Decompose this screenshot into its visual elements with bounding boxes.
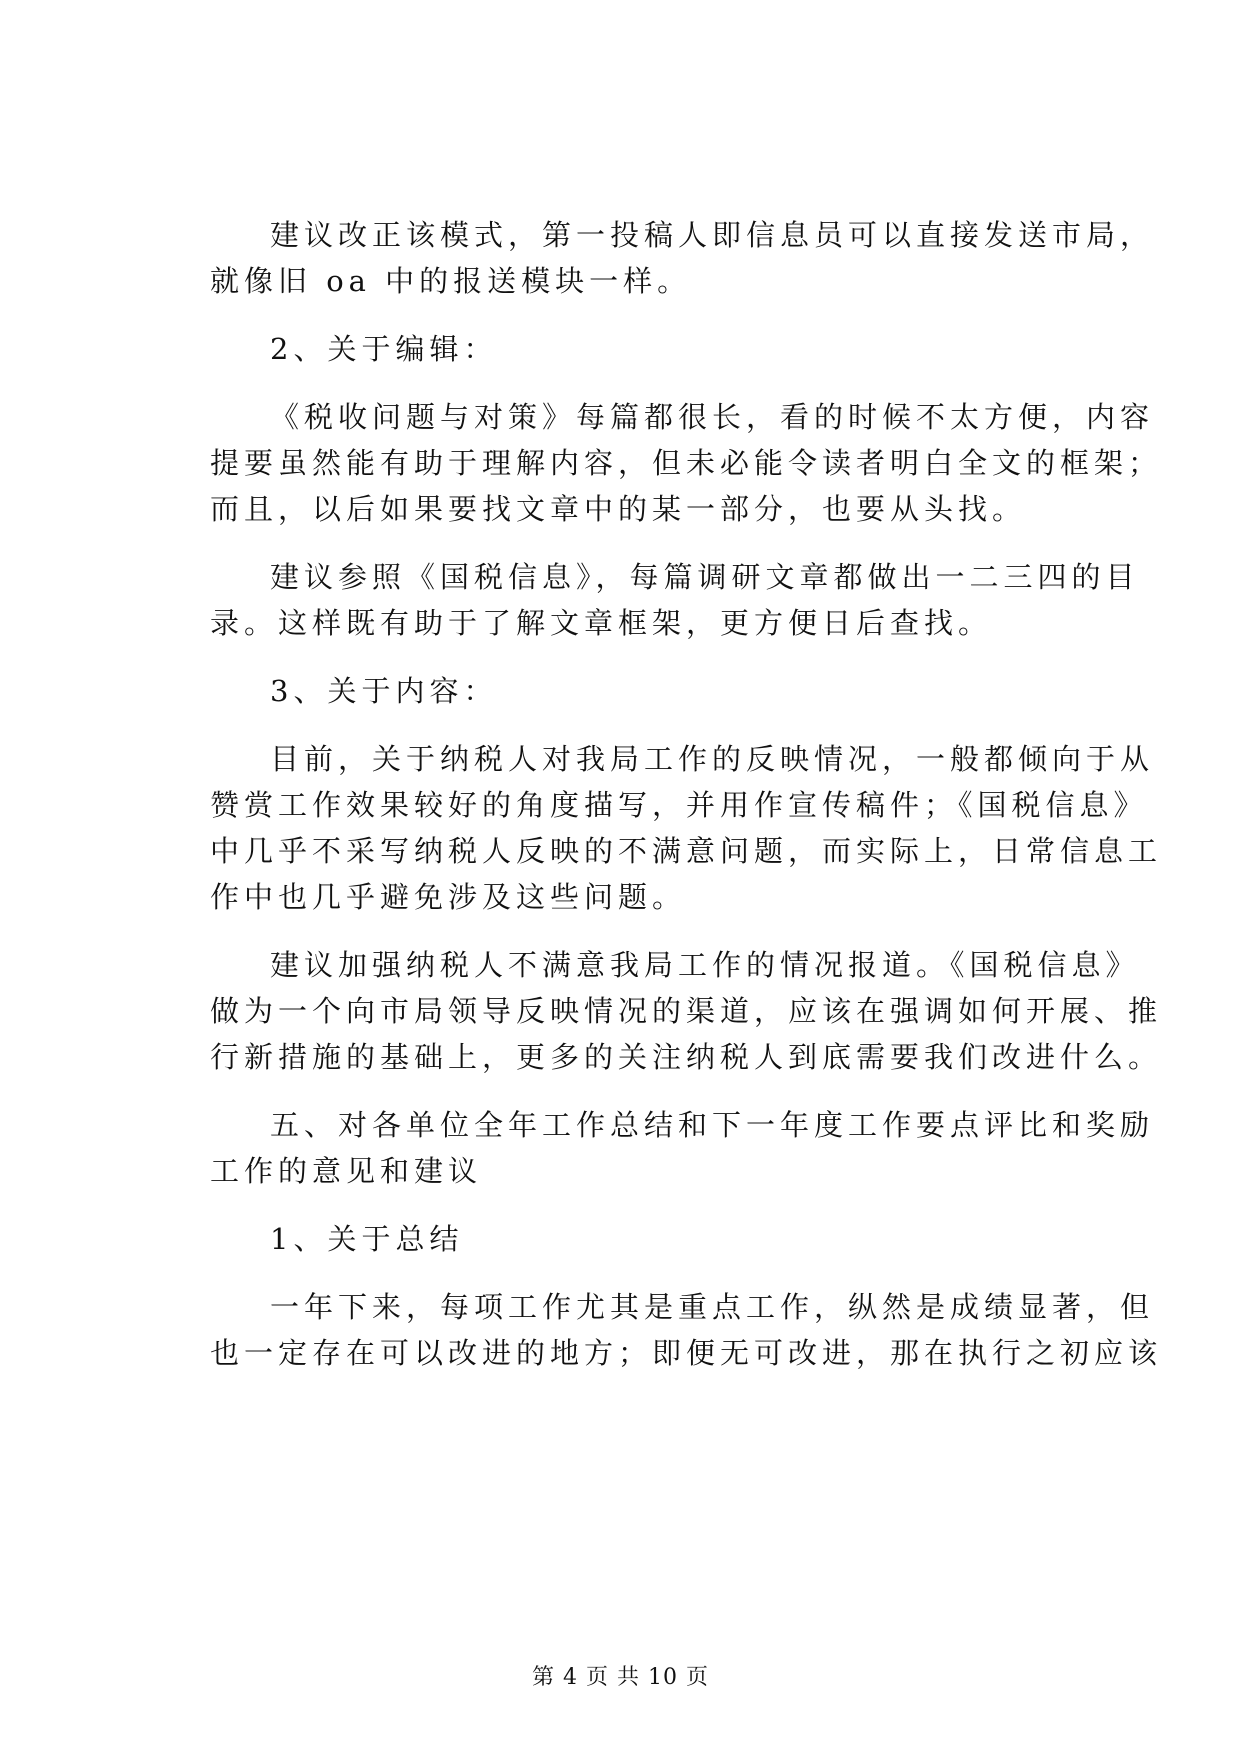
text-line: 一年下来，每项工作尤其是重点工作，纵然是成绩显著，但	[270, 1290, 1155, 1324]
paragraph-9-heading	[150, 1216, 1100, 1262]
text-line: 工作的意见和建议	[210, 1154, 483, 1188]
text-line: 建议加强纳税人不满意我局工作的情况报道。《国税信息》	[270, 948, 1140, 982]
paragraph-2-heading	[150, 326, 1100, 372]
text-line: 建议参照《国税信息》，每篇调研文章都做出一二三四的目	[270, 560, 1140, 594]
paragraph-5-heading	[150, 668, 1100, 714]
text-line: 提要虽然能有助于理解内容，但未必能令读者明白全文的框架；	[210, 446, 1163, 480]
document-body	[150, 212, 1163, 1376]
text-line: 赞赏工作效果较好的角度描写，并用作宣传稿件；《国税信息》	[210, 788, 1148, 822]
text-line: 目前，关于纳税人对我局工作的反映情况，一般都倾向于从	[270, 742, 1155, 776]
text-line: 中几乎不采写纳税人反映的不满意问题，而实际上，日常信息工	[210, 834, 1163, 868]
text-line: 《税收问题与对策》每篇都很长，看的时候不太方便，内容	[270, 400, 1155, 434]
page-number: 第 4 页 共 10 页	[532, 1665, 709, 1690]
text-line: 作中也几乎避免涉及这些问题。	[210, 880, 687, 914]
text-line: 2、关于编辑：	[270, 332, 498, 366]
text-line: 录。这样既有助于了解文章框架，更方便日后查找。	[210, 606, 993, 640]
text-line: 五、对各单位全年工作总结和下一年度工作要点评比和奖励	[270, 1108, 1155, 1142]
text-line: 而且，以后如果要找文章中的某一部分，也要从头找。	[210, 492, 1027, 526]
paragraph-10	[150, 1284, 1163, 1376]
paragraph-7	[150, 942, 1163, 1080]
page-footer	[0, 1663, 1241, 1693]
paragraph-4	[150, 554, 1140, 646]
text-line: 3、关于内容：	[270, 674, 498, 708]
paragraph-6	[150, 736, 1163, 920]
text-line: 建议改正该模式，第一投稿人即信息员可以直接发送市局，	[270, 218, 1155, 252]
paragraph-1	[150, 212, 1155, 304]
text-line: 做为一个向市局领导反映情况的渠道，应该在强调如何开展、推	[210, 994, 1163, 1028]
text-line: 行新措施的基础上，更多的关注纳税人到底需要我们改进什么。	[210, 1040, 1163, 1074]
text-line: 就像旧 oa 中的报送模块一样。	[210, 264, 692, 298]
paragraph-3	[150, 394, 1163, 532]
text-line: 1、关于总结	[270, 1222, 464, 1256]
paragraph-8-section-heading	[150, 1102, 1155, 1194]
text-line: 也一定存在可以改进的地方；即便无可改进，那在执行之初应该	[210, 1336, 1163, 1370]
